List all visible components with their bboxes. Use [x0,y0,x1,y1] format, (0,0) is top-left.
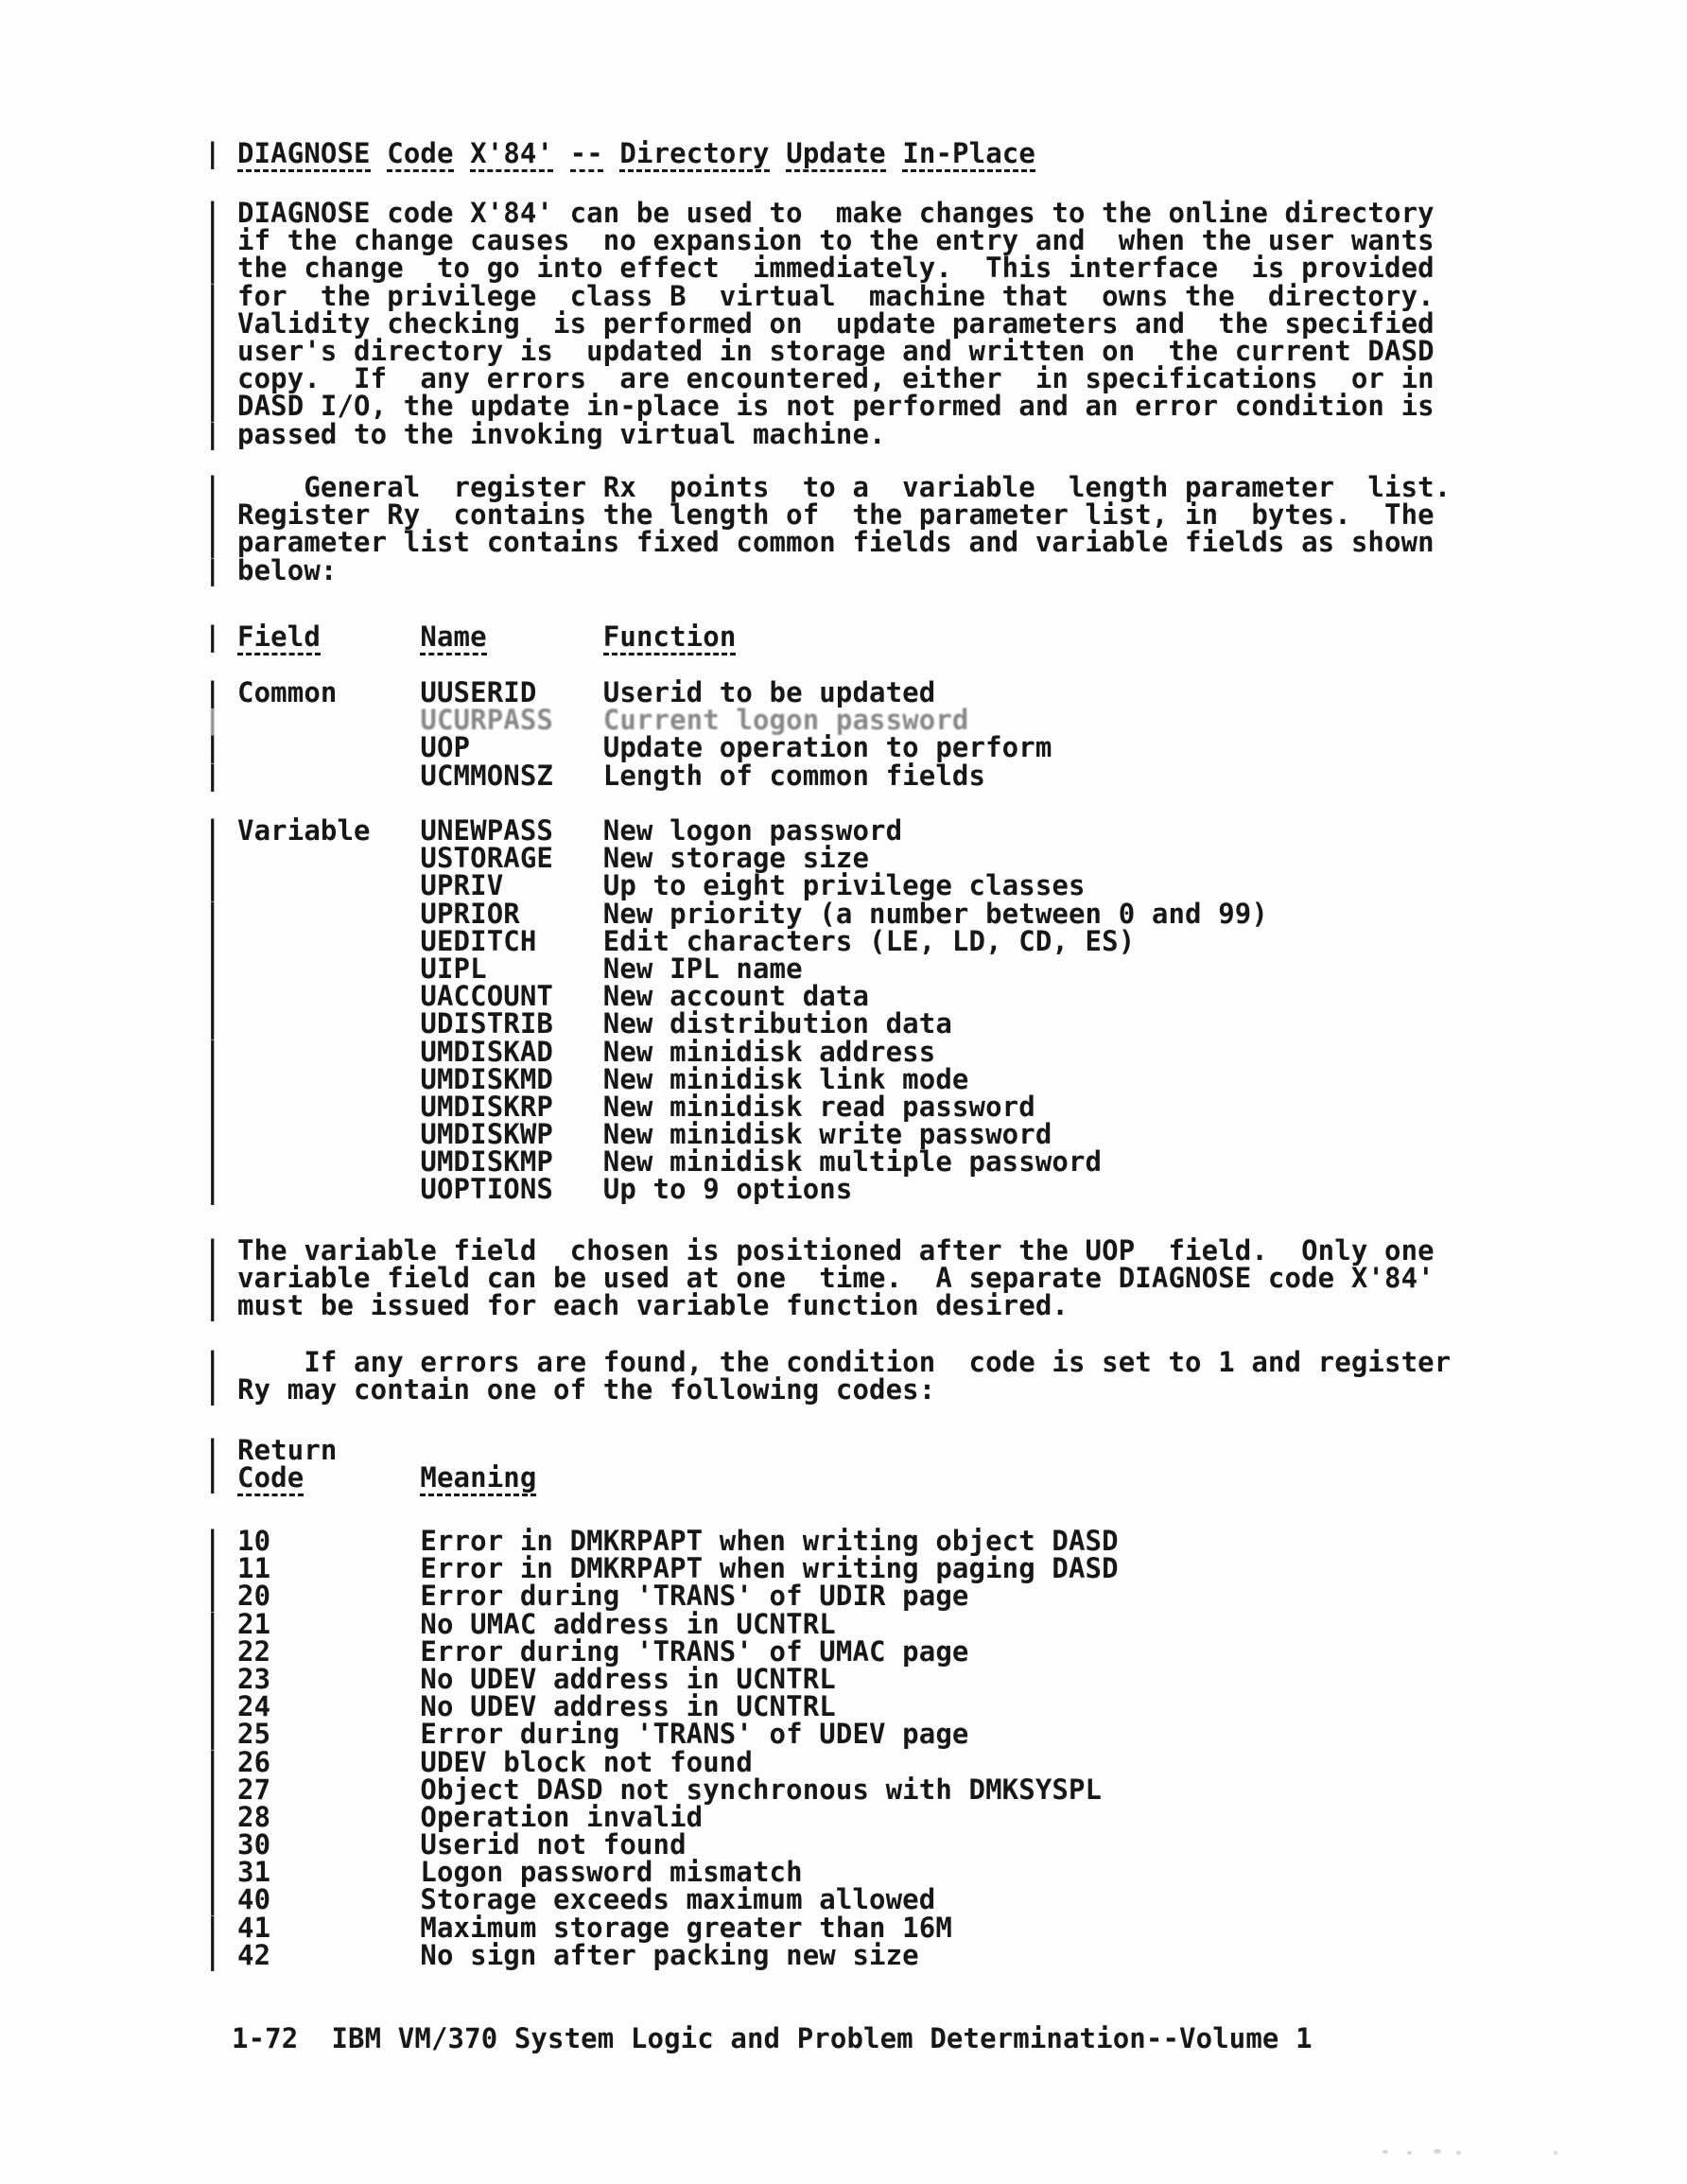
line-text: if the change causes no expansion to the entry and when the user wants [237,224,1435,257]
line-text: below: [237,553,338,586]
paragraph-line [204,390,1435,423]
field-table-row [204,1007,1268,1040]
underlined-word: In-Place [902,137,1035,172]
line-text: UMDISKMD New minidisk link mode [237,1062,969,1095]
revision-bar: | [204,1234,221,1267]
revision-bar: | [204,553,221,586]
revision-bar: | [204,1800,221,1833]
field-table-row [204,676,1052,708]
line-text: UDISTRIB New distribution data [237,1007,952,1040]
underlined-word: Meaning [420,1461,536,1496]
revision-bar: | [204,1007,221,1040]
revision-bar: | [204,731,221,764]
revision-bar: | [204,1346,221,1378]
revision-bar: | [204,1434,221,1466]
underlined-word: -- [570,137,603,172]
underlined-word: Function [603,620,737,655]
revision-bar: | [204,897,221,930]
return-code-row [204,1828,1119,1861]
paragraph-line [204,1262,1435,1295]
underlined-word: Directory [619,137,769,172]
revision-bar: | [204,526,221,559]
revision-bar: | [204,137,221,169]
revision-bar: | [204,1690,221,1723]
revision-bar: | [204,252,221,285]
revision-bar: | [204,952,221,985]
return-table-label-line [204,1434,536,1466]
line-text: 41 Maximum storage greater than 16M [237,1911,952,1944]
return-table-header-line [204,1461,537,1494]
line-text: UPRIV Up to eight privilege classes [237,869,1086,902]
return-code-row [204,1690,1119,1723]
revision-bar: | [204,1373,221,1406]
paragraph-errors [204,1346,1452,1406]
return-code-row [204,1938,1119,1971]
line-text: 10 Error in DMKRPAPT when writing object DASD [237,1525,1119,1557]
scan-artifact [1407,2151,1412,2155]
line-text: 26 UDEV block not found [237,1745,753,1778]
underlined-word: Field [237,620,321,655]
line-text: UMDISKMP New minidisk multiple password [237,1145,1103,1179]
field-table-row [204,704,1052,737]
revision-bar: | [204,842,221,875]
revision-bar: | [204,197,221,229]
line-text: UEDITCH Edit characters (LE, LD, CD, ES) [237,924,1136,957]
line-text: UOPTIONS Up to 9 options [237,1173,853,1206]
paragraph-line [204,526,1451,559]
revision-bar: | [204,498,221,532]
revision-bar: | [204,1035,221,1068]
underlined-word: Name [420,620,486,655]
line-text: variable field can be used at one time. A separate DIAGNOSE code X'84' [237,1262,1435,1295]
revision-bar: | [204,1745,221,1778]
scan-artifact [1456,2151,1461,2155]
scan-artifact [1434,2149,1441,2154]
return-code-row [204,1718,1119,1751]
paragraph-line [204,252,1435,285]
revision-bar: | [204,1938,221,1971]
revision-bar: | [204,279,221,312]
return-code-row [204,1773,1119,1806]
revision-bar: | [204,1607,221,1640]
line-text: for the privilege class B virtual machine that owns the directory. [237,279,1435,312]
paragraph-line [204,417,1435,450]
paragraph-registers [204,471,1452,586]
revision-bar: | [204,1773,221,1806]
line-text: 11 Error in DMKRPAPT when writing paging DASD [237,1552,1119,1585]
revision-bar: | [204,1718,221,1751]
revision-bar: | [204,224,221,257]
paragraph-line [204,1234,1435,1267]
paragraph-line [204,471,1452,503]
revision-bar: | [204,1580,221,1613]
revision-bar: | [204,334,221,367]
revision-bar: | [204,759,221,792]
line-text: Return [237,1434,338,1466]
line-text: UPRIOR New priority (a number between 0 and 99) [237,897,1268,930]
line-text: General register Rx points to a variable length parameter list. [237,471,1452,503]
paragraph-line [204,362,1435,395]
revision-bar: | [204,1883,221,1916]
paragraph-line [204,498,1451,532]
field-table-row [204,814,1268,847]
line-text: the change to go into effect immediately. This interface is provided [237,252,1435,285]
field-table-common-rows [204,676,1052,792]
return-code-row [204,1634,1119,1668]
line-text: 28 Operation invalid [237,1800,704,1833]
revision-bar: | [204,1062,221,1095]
underlined-word: Code [237,1461,304,1496]
return-code-row [204,1607,1119,1640]
revision-bar: | [204,1856,221,1889]
paragraph-line [204,553,1451,586]
field-table-row [204,1090,1268,1123]
revision-bar: | [204,1662,221,1695]
line-text: UOP Update operation to perform [237,731,1052,764]
line-text: DASD I/O, the update in-place is not performed and an error condition is [237,390,1435,423]
line-text: 22 Error during 'TRANS' of UMAC page [237,1634,969,1668]
return-code-row [204,1883,1119,1916]
field-table-row [204,924,1268,957]
underlined-word: Code [387,137,453,172]
revision-bar: | [204,1173,221,1206]
line-text: UMDISKAD New minidisk address [237,1035,936,1068]
line-text: must be issued for each variable function desired. [237,1289,1069,1322]
line-text: 24 No UDEV address in UCNTRL [237,1690,836,1723]
line-text: 21 No UMAC address in UCNTRL [237,1607,836,1640]
return-code-row [204,1580,1119,1613]
return-code-row [204,1745,1119,1778]
line-text: Common UUSERID Userid to be updated [237,676,936,708]
field-table-header-line [204,620,737,653]
return-code-row [204,1800,1119,1833]
field-table-row [204,842,1268,875]
line-text: user's directory is updated in storage and written on the current DASD [237,334,1435,367]
revision-bar: | [204,1145,221,1179]
line-text: If any errors are found, the condition code is set to 1 and register [237,1346,1452,1378]
line-text [237,620,736,655]
field-table-row [204,897,1268,930]
field-table-row [204,1035,1268,1068]
field-table-row [204,980,1268,1013]
revision-bar: | [204,676,221,708]
return-code-row [204,1856,1119,1889]
paragraph-line [204,1373,1451,1406]
line-text: UCURPASS Current logon password [237,704,969,737]
line-text: 23 No UDEV address in UCNTRL [237,1662,836,1695]
line-text: Ry may contain one of the following codes: [237,1373,936,1406]
footer-text: 1-72 IBM VM/370 System Logic and Problem Determination--Volume 1 [232,2022,1313,2054]
revision-bar: | [204,1262,221,1295]
revision-bar: | [204,390,221,423]
line-text: 42 No sign after packing new size [237,1938,919,1971]
line-text: UMDISKRP New minidisk read password [237,1090,1035,1123]
paragraph-line [204,306,1435,340]
revision-bar: | [204,980,221,1013]
scan-artifact [1383,2150,1388,2154]
line-text: 25 Error during 'TRANS' of UDEV page [237,1718,969,1751]
line-text: UCMMONSZ Length of common fields [237,759,986,792]
line-text [237,1461,536,1496]
field-table-header [204,620,737,653]
underlined-word: Update [786,137,885,172]
revision-bar: | [204,924,221,957]
line-text: 27 Object DASD not synchronous with DMKSYSPL [237,1773,1103,1806]
revision-bar: | [204,814,221,847]
paragraph-line [204,1289,1435,1322]
line-text: parameter list contains fixed common fields and variable fields as shown [237,526,1435,559]
paragraph-line [204,334,1435,367]
revision-bar: | [204,1090,221,1123]
line-text [237,137,1035,172]
line-text: UIPL New IPL name [237,952,803,985]
line-text: copy. If any errors are encountered, either in specifications or in [237,362,1435,395]
line-text: USTORAGE New storage size [237,842,870,875]
field-table-row [204,1173,1268,1206]
return-code-row [204,1552,1119,1585]
return-code-row [204,1662,1119,1695]
scan-artifact [1554,2151,1557,2155]
revision-bar: | [204,1552,221,1585]
line-text: Validity checking is performed on update parameters and the specified [237,306,1435,340]
underlined-word: DIAGNOSE [237,137,371,172]
revision-bar: | [204,869,221,902]
field-table-row [204,759,1052,792]
line-text: The variable field chosen is positioned after the UOP field. Only one [237,1234,1435,1267]
line-text: Variable UNEWPASS New logon password [237,814,903,847]
underlined-word: X'84' [470,137,553,172]
revision-bar: | [204,1118,221,1151]
revision-bar: | [204,1828,221,1861]
revision-bar: | [204,1911,221,1944]
line-text: passed to the invoking virtual machine. [237,417,886,450]
section-heading [204,137,1035,169]
line-text: UMDISKWP New minidisk write password [237,1118,1052,1151]
field-table-row [204,1118,1268,1151]
return-code-row [204,1525,1119,1557]
paragraph-line [204,224,1435,257]
field-table-row [204,1062,1268,1095]
line-text: Register Ry contains the length of the parameter list, in bytes. The [237,498,1435,532]
revision-bar: | [204,471,221,503]
revision-bar: | [204,1525,221,1557]
line-text: 31 Logon password mismatch [237,1856,803,1889]
return-table-header [204,1434,537,1494]
paragraph-line [204,197,1435,229]
line-text: DIAGNOSE code X'84' can be used to make changes to the online directory [237,197,1435,229]
revision-bar: | [204,362,221,395]
paragraph-line [204,1346,1452,1378]
revision-bar: | [204,704,221,737]
field-table-row [204,731,1052,764]
field-table-row [204,1145,1268,1179]
page-footer [232,2022,1313,2054]
revision-bar: | [204,620,221,653]
field-table-row [204,869,1268,902]
return-code-row [204,1911,1119,1944]
revision-bar: | [204,1461,221,1494]
revision-bar: | [204,306,221,340]
heading-line [204,137,1035,169]
line-text: 20 Error during 'TRANS' of UDIR page [237,1580,969,1613]
paragraph-line [204,279,1435,312]
return-table-rows [204,1525,1119,1971]
paragraph-variable-field [204,1234,1435,1322]
paragraph-intro [204,197,1435,450]
revision-bar: | [204,1634,221,1668]
field-table-variable-rows [204,814,1268,1206]
field-table-row [204,952,1268,985]
line-text: UACCOUNT New account data [237,980,870,1013]
line-text: 30 Userid not found [237,1828,687,1861]
revision-bar: | [204,1289,221,1322]
revision-bar: | [204,417,221,450]
line-text: 40 Storage exceeds maximum allowed [237,1883,936,1916]
